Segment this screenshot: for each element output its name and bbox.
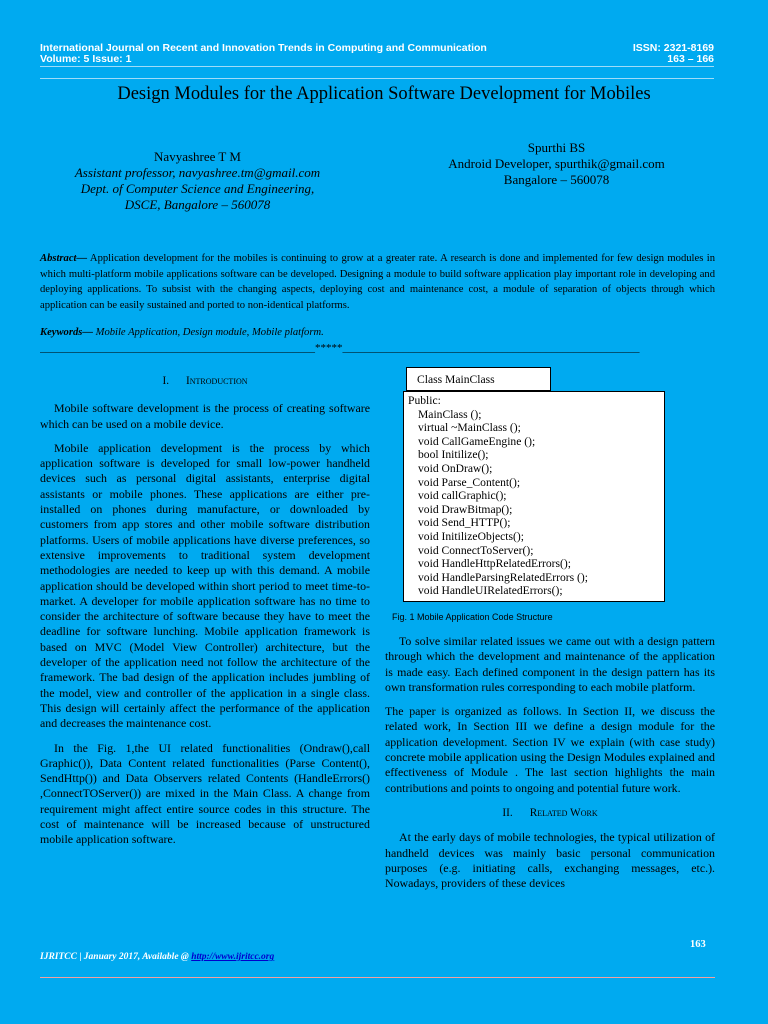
section-title: Related Work bbox=[529, 806, 598, 819]
separator-line: __________________________________________________*****______________________________________________________ bbox=[40, 342, 640, 354]
section-number: II. bbox=[502, 806, 513, 819]
header-rule-lower bbox=[40, 78, 714, 79]
section-number: I. bbox=[162, 375, 170, 387]
page-range: 163 – 166 bbox=[667, 53, 714, 65]
code-line: virtual ~MainClass (); bbox=[418, 421, 521, 435]
section-title: Introduction bbox=[186, 375, 248, 387]
code-line: Public: bbox=[408, 394, 441, 407]
abstract-text: Application development for the mobiles is continuing to grow at a greater rate. A research is done and implemented for few design modules in which multi-platform mobile applications software can be developed. Designing a module to build software application play important role in developing and deploying applications. To subsist with the changing aspects, deploying cost and maintenance cost, a module of separation of objects through which application can be easily sustained and ported to non-identical platforms. bbox=[40, 253, 715, 311]
figure-caption: Fig. 1 Mobile Application Code Structure bbox=[392, 612, 553, 622]
keywords bbox=[40, 327, 324, 338]
journal-name: International Journal on Recent and Innovation Trends in Computing and Communication bbox=[40, 42, 487, 54]
code-line: void HandleUIRelatedErrors(); bbox=[418, 584, 563, 598]
footer-link[interactable]: http://www.ijritcc.org bbox=[191, 952, 275, 962]
paragraph: The paper is organized as follows. In Section II, we discuss the related work, In Section III we define a design module for the application development. Section IV we explain (with case study) concrete mobile application using the Design Modules explained and effectiveness of Module . The last section highlights the main contributions and points to ongoing and potential future work. bbox=[385, 704, 715, 795]
code-structure-box bbox=[403, 391, 665, 602]
author-block-2 bbox=[404, 140, 709, 188]
code-line: void OnDraw(); bbox=[418, 461, 493, 475]
keywords-label: Keywords— bbox=[40, 327, 93, 338]
paragraph: Mobile application development is the process by which application software is developed for small low-power handheld devices such as personal digital assistants, enterprise digital assistants or mobile phones. These applications are either pre-installed on phones during manufacture, or downloaded by customers from app stores and other mobile software distribution platforms. Users of mobile applications have diverse preferences, so extensive improvements to traditional system development methodologies are needed to keep up with this demand. A mobile application should be developed within short period to meet time-to-market. A developer for mobile application software has no time to consider the architecture of software because they have to meet the deadline for software lunching. Mobile application framework is based on MVC (Model View Controller) architecture, but the developer of the application need not follow the architecture of the framework. The bad design of the application includes jumbling of the model, view and controller of the application in a single class. This design will certainly affect the performance of the application and decreases the maintenance cost. bbox=[40, 440, 370, 731]
paragraph: At the early days of mobile technologies, the typical utilization of handheld devices was mainly basic personal communication purposes (e.g. initiating calls, exchanging messages, etc.). Nowadays, providers of these devices bbox=[385, 830, 715, 891]
code-line: void InitilizeObjects(); bbox=[418, 529, 524, 543]
author-affiliation: Bangalore – 560078 bbox=[503, 172, 610, 187]
page-number: 163 bbox=[690, 939, 706, 950]
abstract-label: Abstract— bbox=[40, 253, 88, 264]
paragraph: In the Fig. 1,the UI related functionalities (Ondraw(),call Graphic()), Data Content related functionalities (Parse Content(), SendHttp()) and Data Observers related Contents (HandleErrors() ,ConnectTOServer()) are mixed in the Main Class. A change from requirement might affect entire source codes in this structure. The cost of maintenance will be increased because of unstructured mobile application software. bbox=[40, 740, 370, 847]
code-line: bool Initilize(); bbox=[418, 448, 489, 462]
right-column bbox=[385, 634, 715, 900]
paragraph: Mobile software development is the process of creating software which can be used on a mobile device. bbox=[40, 401, 370, 431]
author-affiliation: Dept. of Computer Science and Engineering, bbox=[80, 181, 315, 196]
volume-issue: Volume: 5 Issue: 1 bbox=[40, 53, 132, 65]
author-affiliation: Android Developer, spurthik@gmail.com bbox=[448, 156, 665, 171]
code-line: void HandleHttpRelatedErrors(); bbox=[418, 557, 571, 571]
section-heading-introduction bbox=[40, 374, 370, 389]
footer-text: IJRITCC | January 2017, Available @ bbox=[40, 952, 192, 962]
section-heading-related-work bbox=[385, 806, 715, 821]
paper-title: Design Modules for the Application Software Development for Mobiles bbox=[117, 84, 651, 104]
abstract bbox=[40, 251, 715, 313]
header-rule bbox=[40, 66, 714, 67]
keywords-text: Mobile Application, Design module, Mobile platform. bbox=[92, 327, 324, 338]
code-line: void callGraphic(); bbox=[418, 489, 507, 503]
class-label-box: Class MainClass bbox=[406, 367, 551, 391]
author-affiliation: Assistant professor, navyashree.tm@gmail.com bbox=[74, 165, 321, 180]
code-line: void HandleParsingRelatedErrors (); bbox=[418, 570, 588, 584]
author-name: Spurthi BS bbox=[527, 140, 586, 155]
footer-rule bbox=[40, 977, 715, 978]
paragraph: To solve similar related issues we came out with a design pattern through which the development and maintenance of the application is made easy. Each defined component in the design pattern has its own transformation rules corresponding to each mobile platform. bbox=[385, 634, 715, 694]
code-line: void Send_HTTP(); bbox=[418, 516, 511, 530]
code-line: void DrawBitmap(); bbox=[418, 502, 513, 516]
code-line: MainClass (); bbox=[418, 407, 482, 421]
code-line: void ConnectToServer(); bbox=[418, 543, 534, 557]
code-line: void Parse_Content(); bbox=[418, 475, 521, 489]
issn: ISSN: 2321-8169 bbox=[632, 42, 714, 54]
left-column bbox=[40, 374, 370, 857]
author-name: Navyashree T M bbox=[154, 149, 241, 164]
author-block-1 bbox=[40, 149, 355, 213]
author-affiliation: DSCE, Bangalore – 560078 bbox=[124, 197, 271, 212]
footer bbox=[40, 952, 274, 962]
code-line: void CallGameEngine (); bbox=[418, 434, 536, 448]
